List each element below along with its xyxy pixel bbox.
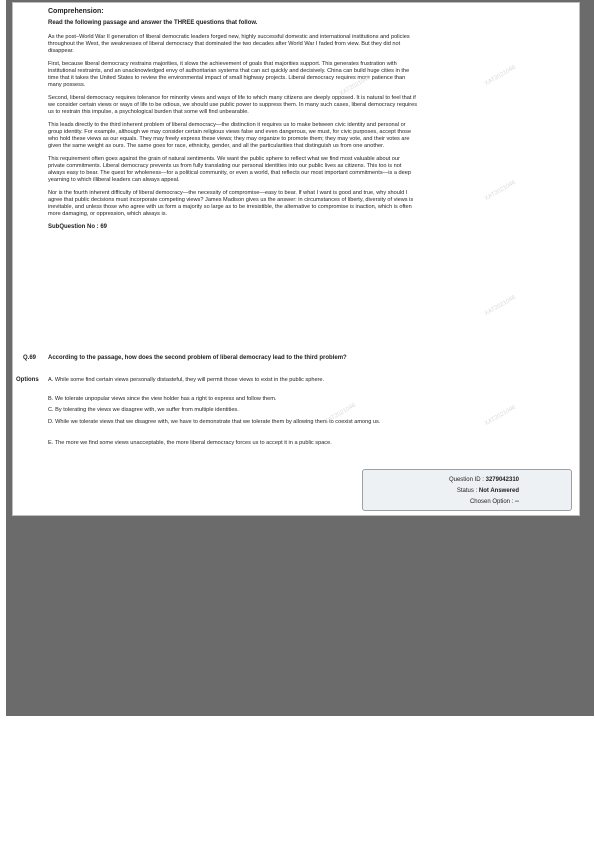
watermark: XAT2021046 xyxy=(483,404,517,428)
option-b[interactable]: B. We tolerate unpopular views since the view holder has a right to express and follow them. xyxy=(48,396,277,402)
comprehension-title: Comprehension: xyxy=(48,8,104,15)
status-label: Status : xyxy=(456,488,478,494)
passage-paragraph: As the post–World War II generation of liberal democratic leaders forged new, highly successful domestic and international institutions and policies throughout the West, the weaknesses of liberal democracy that dominated the two decades after World War I faded from view. But they did not disappear. xyxy=(48,34,410,54)
chosen-option-row xyxy=(470,499,519,505)
watermark: XAT2021046 xyxy=(338,74,372,98)
comprehension-section xyxy=(48,8,418,233)
option-e[interactable]: E. The more we find some views unacceptable, the more liberal democracy forces us to accept it in a public space. xyxy=(48,440,332,446)
watermark: XAT2021046 xyxy=(323,402,357,426)
subquestion-label: SubQuestion No : 69 xyxy=(48,224,108,230)
passage-paragraph: Nor is the fourth inherent difficulty of liberal democracy—the necessity of compromise—easy to bear. If what I want is good and true, why should I agree that public decisions must incorporate competing views? James Madison gives us the answer: in circumstances of liberty, diversity of views is inevitable, and unless those who agree with us form a majority so large as to be irresistible, the alternative to compromise is inaction, which is often more damaging, or oppression, which always is. xyxy=(48,190,414,217)
options-label: Options xyxy=(16,377,39,383)
question-status-box xyxy=(362,469,572,511)
question-id-row xyxy=(449,477,519,483)
question-card xyxy=(12,2,580,516)
chosen-option-value: -- xyxy=(515,499,519,505)
chosen-option-label: Chosen Option : xyxy=(469,499,514,505)
passage-paragraph: Second, liberal democracy requires tolerance for minority views and ways of life to which many citizens are deeply opposed. It is natural to feel that if we consider certain views or ways of life to be odious, we should use public power to suppress them. In many such cases, liberal democracy requires us to restrain this impulse, a psychological burden that some will find unbearable. xyxy=(48,95,418,115)
watermark: XAT2021046 xyxy=(483,179,517,203)
question-text: According to the passage, how does the second problem of liberal democracy lead to the third problem? xyxy=(48,355,347,361)
question-number: Q.69 xyxy=(23,355,37,361)
question-id-label: Question ID : xyxy=(448,477,484,483)
passage-paragraph: This leads directly to the third inherent problem of liberal democracy—the distinction it requires us to make between civic identity and personal or group identity. For example, although we may consider certain religious views false and even dangerous, we must, for civic purposes, accept those who hold these views as our equals. They may freely express these views; they may organize to promote them; they may vote, and their votes are given the same weight as ours. The same goes for race, ethnicity, gender, and all the particularities that distinguish us from one another. xyxy=(48,122,412,149)
option-c[interactable]: C. By tolerating the views we disagree with, we suffer from multiple identities. xyxy=(48,407,239,413)
watermark: XAT2021046 xyxy=(483,64,517,88)
status-value: Not Answered xyxy=(478,488,519,494)
watermark: XAT2021046 xyxy=(483,294,517,318)
comprehension-instruction: Read the following passage and answer the THREE questions that follow. xyxy=(48,20,258,26)
option-d[interactable]: D. While we tolerate views that we disagree with, we have to demonstrate that we tolerate them by allowing them to coexist among us. xyxy=(48,419,381,425)
question-id-value: 3279042310 xyxy=(485,477,519,483)
option-a[interactable]: A. While some find certain views personally distasteful, they will permit those views to exist in the public sphere. xyxy=(48,377,325,383)
passage-paragraph: This requirement often goes against the grain of natural sentiments. We want the public sphere to reflect what we find most valuable about our private commitments. Liberal democracy prevents us from fully translating our personal identities into our public lives as citizens. This too is not always easy to bear. The quest for wholeness—for a political community, or even a world, that reflects our most important commitments—is a deep yearning to which illiberal leaders can always appeal. xyxy=(48,156,411,183)
status-row xyxy=(457,488,519,494)
passage-paragraph: First, because liberal democracy restrains majorities, it slows the achievement of goals that majorities support. This generates frustration with institutional restraints, and an unacknowledged envy of authoritarian systems that can act quickly and decisively. China can build huge cities in the time that it takes the United States to review the environmental impact of small highway projects. Liberal democracy requires more patience than many possess. xyxy=(48,61,410,88)
